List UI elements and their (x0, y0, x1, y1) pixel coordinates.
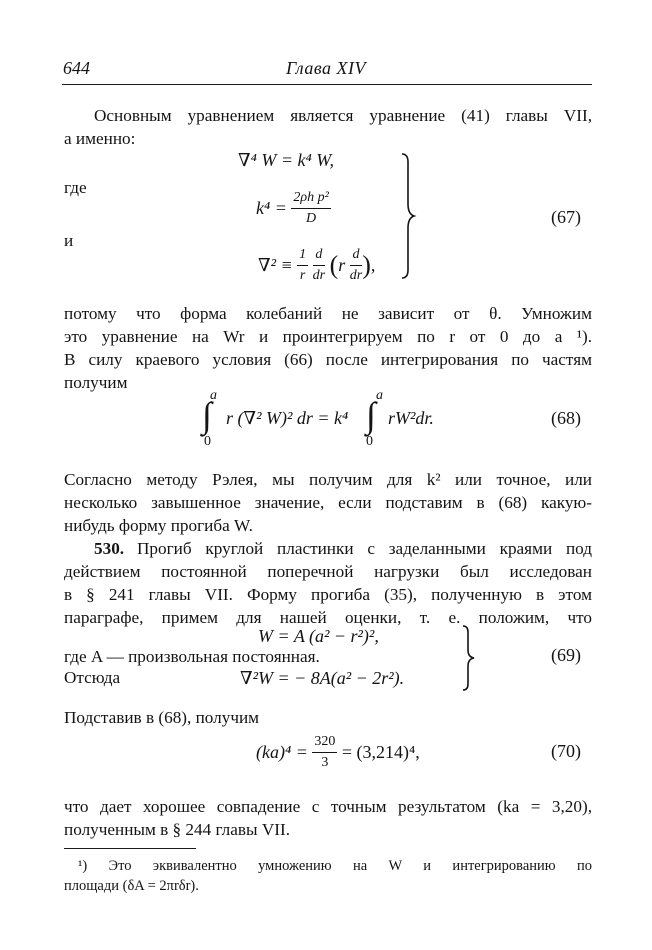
word-where: где (64, 178, 87, 197)
integral-sign-1: ∫ (202, 395, 212, 435)
equation-69-a: W = A (a² − r²)², (258, 626, 379, 646)
word-and: и (64, 231, 74, 250)
paragraph-line: что дает хорошее совпадение с точным результатом (ka = 3,20), (64, 797, 592, 816)
paragraph-line: Согласно методу Рэлея, мы получим для k² или точное, или (64, 470, 592, 489)
paragraph-line: нибудь форму прогиба W. (64, 516, 253, 535)
paragraph-line: параграфе, примем для нашей оценки, т. е. положим, что (64, 608, 592, 627)
paragraph-line: действием постоянной поперечной нагрузки был исследован (64, 562, 592, 581)
int1-lower: 0 (204, 434, 211, 449)
footnote-line: ¹) Это эквивалентно умножению на W и интегрированию по (78, 858, 592, 874)
paragraph-line: это уравнение на Wr и проинтегрируем по r от 0 до a ¹). (64, 327, 592, 346)
header-rule (62, 84, 592, 85)
equation-number-70: (70) (551, 741, 581, 761)
footnote-line: площади (δA = 2πrδr). (64, 878, 199, 894)
page-number: 644 (63, 58, 90, 78)
eq67-c-num1: 1 (297, 245, 308, 266)
chapter-title: Глава XIV (286, 58, 367, 78)
equation-67-a: ∇⁴ W = k⁴ W, (238, 150, 335, 170)
eq67-b-denominator: D (306, 211, 317, 226)
equation-67-b (256, 188, 331, 229)
equation-68 (200, 388, 460, 448)
equation-number-69: (69) (551, 645, 581, 665)
eq67-c-num2: d (313, 245, 325, 266)
eq67-b-numerator: 2ρh p² (291, 188, 330, 209)
eq67-b-fraction (291, 188, 330, 229)
paragraph-line: несколько завышенное значение, если подставим в (68) какую- (64, 493, 592, 512)
eq67-c-den1: r (299, 268, 306, 283)
int2-upper: a (376, 388, 383, 403)
equation-70 (256, 732, 420, 773)
int2-body: rW²dr. (388, 408, 434, 428)
equation-number-67: (67) (551, 207, 581, 227)
int1-body: r (∇² W)² dr = k⁴ (226, 408, 349, 428)
paragraph-line: Подставив в (68), получим (64, 708, 260, 727)
paragraph-line: получим (64, 373, 128, 392)
brace-69 (460, 624, 478, 692)
paragraph-line: а именно: (64, 129, 136, 148)
paragraph-line: потому что форма колебаний не зависит от θ. Умножим (64, 304, 592, 323)
eq70-fraction (312, 732, 337, 773)
paragraph-line: Основным уравнением является уравнение (41) главы VII, (94, 106, 592, 125)
equation-69-where: где A — произвольная постоянная. (64, 647, 320, 666)
footnote-rule (64, 848, 196, 849)
eq67-c-frac2 (313, 245, 325, 286)
section-number: 530. (94, 539, 125, 558)
paragraph-line: Прогиб круглой пластинки с заделанными краями под (137, 539, 592, 558)
brace-67 (398, 152, 418, 280)
equation-67-c: ∇² ≡ $\frac{1}{r}$ $\frac{d}{dr}$ (r $\frac{d}{dr}$ ), (258, 245, 375, 286)
eq67-c-den2: dr (312, 268, 326, 283)
paragraph-line: В силу краевого условия (66) после интегрирования по частям (64, 350, 592, 369)
paragraph-line: полученным в § 244 главы VII. (64, 820, 291, 839)
int1-upper: a (210, 388, 217, 403)
eq67-c-frac3: $\frac{d}{dr}$ (349, 247, 363, 283)
integral-sign-2: ∫ (366, 395, 376, 435)
equation-69-b: ∇²W = − 8A(a² − 2r²). (240, 668, 405, 688)
paragraph-line: в § 241 главы VII. Форму прогиба (35), полученную в этом (64, 585, 592, 604)
eq67-c-frac1 (297, 245, 308, 286)
eq67-b-lhs: k⁴ = (256, 198, 287, 218)
word-hence: Отсюда (64, 668, 121, 687)
eq70-rhs: = (3,214)⁴, (341, 742, 420, 762)
eq70-numerator: 320 (312, 732, 337, 753)
equation-number-68: (68) (551, 408, 581, 428)
int2-lower: 0 (366, 434, 373, 449)
eq70-denominator: 3 (321, 755, 329, 770)
eq67-c-lhs: ∇² ≡ (258, 255, 293, 275)
eq70-lhs: (ka)⁴ = (256, 742, 308, 762)
